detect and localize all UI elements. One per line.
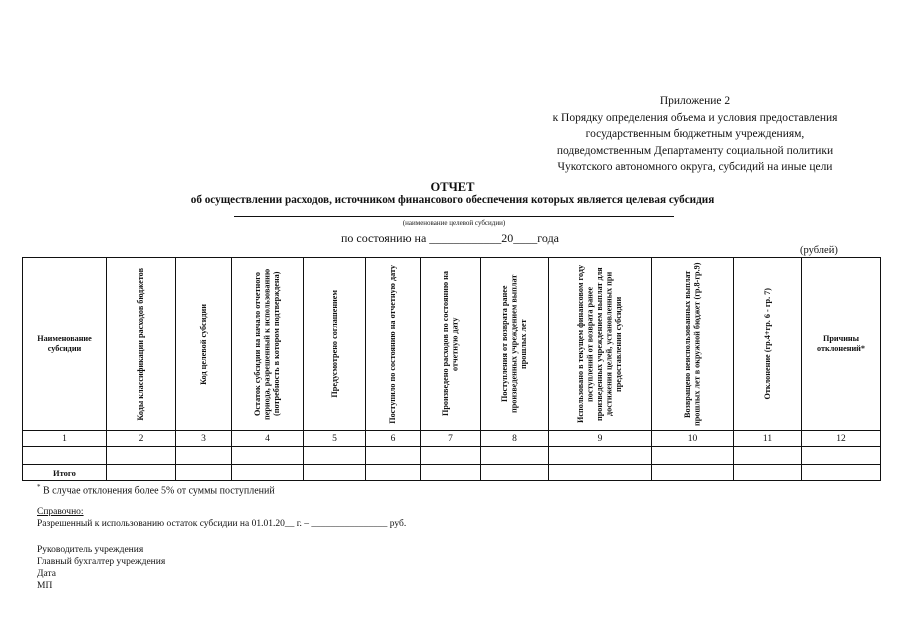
header-text: Возвращено неиспользованных выплат прошлых лет в окружной бюджет (гр.8-гр.9)	[683, 262, 702, 426]
header-text: Остаток субсидии на начало отчетного периода, разрешенный к использованию (потребность в котором подтверждена)	[253, 268, 282, 420]
as-of-date: по состоянию на ____________20____года	[340, 231, 559, 245]
data-cell[interactable]	[421, 447, 481, 465]
header-text: Поступления от возврата ранее произведенных учреждением выплат прошлых лет	[500, 274, 529, 414]
header-text: Предусмотрено соглашением	[329, 290, 339, 398]
total-label: Итого	[23, 465, 107, 481]
column-number: 5	[304, 431, 366, 447]
total-cell[interactable]	[232, 465, 304, 481]
header-text: Коды классификации расходов бюджетов	[136, 267, 146, 421]
data-cell[interactable]	[107, 447, 176, 465]
units-label: (рублей)	[800, 245, 838, 256]
data-cell[interactable]	[176, 447, 232, 465]
appendix-line: государственным бюджетным учреждениям,	[585, 128, 805, 140]
subsidy-name-line	[234, 216, 674, 217]
header-row	[23, 258, 881, 431]
header-text: Отклонение (гр.4+гр. 6 - гр. 7)	[762, 288, 772, 400]
header-cell	[304, 258, 366, 431]
total-cell[interactable]	[176, 465, 232, 481]
total-cell[interactable]	[802, 465, 881, 481]
header-text: Использовано в текущем финансовом году поступлений от возврата ранее произведенных учреждением выплат для достижения целей, установленных при предоставлении субсидии	[576, 264, 624, 424]
signature-head: Руководитель учреждения	[37, 545, 144, 555]
total-cell[interactable]	[304, 465, 366, 481]
data-row	[23, 447, 881, 465]
data-cell[interactable]	[304, 447, 366, 465]
footnote	[37, 483, 275, 496]
total-cell[interactable]	[734, 465, 802, 481]
header-cell	[232, 258, 304, 431]
total-cell[interactable]	[366, 465, 421, 481]
header-cell	[176, 258, 232, 431]
reference-text: Разрешенный к использованию остаток субсидии на 01.01.20__ г. – ________________ руб.	[37, 519, 407, 529]
column-number: 4	[232, 431, 304, 447]
data-cell[interactable]	[802, 447, 881, 465]
data-cell[interactable]	[366, 447, 421, 465]
header-cell	[366, 258, 421, 431]
report-subtitle: об осуществлении расходов, источником финансового обеспечения которых является целевая субсидия	[190, 194, 715, 206]
column-number: 2	[107, 431, 176, 447]
signature-accountant: Главный бухгалтер учреждения	[37, 557, 166, 567]
appendix-line: подведомственным Департаменту социальной политики	[556, 144, 834, 157]
header-cell	[421, 258, 481, 431]
appendix-line: Чукотского автономного округа, субсидий на иные цели	[557, 161, 833, 173]
appendix-block	[530, 93, 860, 176]
column-number: 10	[652, 431, 734, 447]
header-text: Поступило по состоянию на отчетную дату	[388, 264, 398, 424]
header-text: Причины отклонений*	[816, 334, 865, 353]
appendix-line: Приложение 2	[659, 95, 731, 107]
column-number: 3	[176, 431, 232, 447]
total-cell[interactable]	[107, 465, 176, 481]
header-cell	[107, 258, 176, 431]
header-text: Код целевой субсидии	[198, 303, 208, 385]
column-number-row	[23, 431, 881, 447]
column-number: 6	[366, 431, 421, 447]
total-row	[23, 465, 881, 481]
data-cell[interactable]	[232, 447, 304, 465]
total-cell[interactable]	[549, 465, 652, 481]
footnote-mark: *	[37, 483, 41, 491]
total-cell[interactable]	[421, 465, 481, 481]
signature-date: Дата	[37, 569, 56, 579]
signature-stamp: МП	[37, 581, 53, 591]
column-number: 1	[23, 431, 107, 447]
column-number: 12	[802, 431, 881, 447]
report-title: ОТЧЕТ	[430, 180, 475, 194]
subsidy-caption: (наименование целевой субсидии)	[402, 219, 506, 227]
header-cell	[652, 258, 734, 431]
header-cell	[549, 258, 652, 431]
appendix-line: к Порядку определения объема и условия предоставления	[552, 111, 838, 124]
report-table	[22, 257, 881, 481]
column-number: 9	[549, 431, 652, 447]
column-number: 7	[421, 431, 481, 447]
data-cell[interactable]	[23, 447, 107, 465]
data-cell[interactable]	[481, 447, 549, 465]
column-number: 8	[481, 431, 549, 447]
header-text: Произведено расходов по состоянию на отчетную дату	[441, 271, 460, 417]
header-cell	[802, 258, 881, 431]
header-cell	[734, 258, 802, 431]
footnote-text: В случае отклонения более 5% от суммы поступлений	[40, 485, 275, 497]
data-cell[interactable]	[652, 447, 734, 465]
column-number: 11	[734, 431, 802, 447]
header-cell	[23, 258, 107, 431]
total-cell[interactable]	[652, 465, 734, 481]
header-text: Наименование субсидии	[37, 334, 92, 353]
header-cell	[481, 258, 549, 431]
data-cell[interactable]	[549, 447, 652, 465]
reference-title: Справочно:	[37, 507, 84, 517]
total-cell[interactable]	[481, 465, 549, 481]
data-cell[interactable]	[734, 447, 802, 465]
